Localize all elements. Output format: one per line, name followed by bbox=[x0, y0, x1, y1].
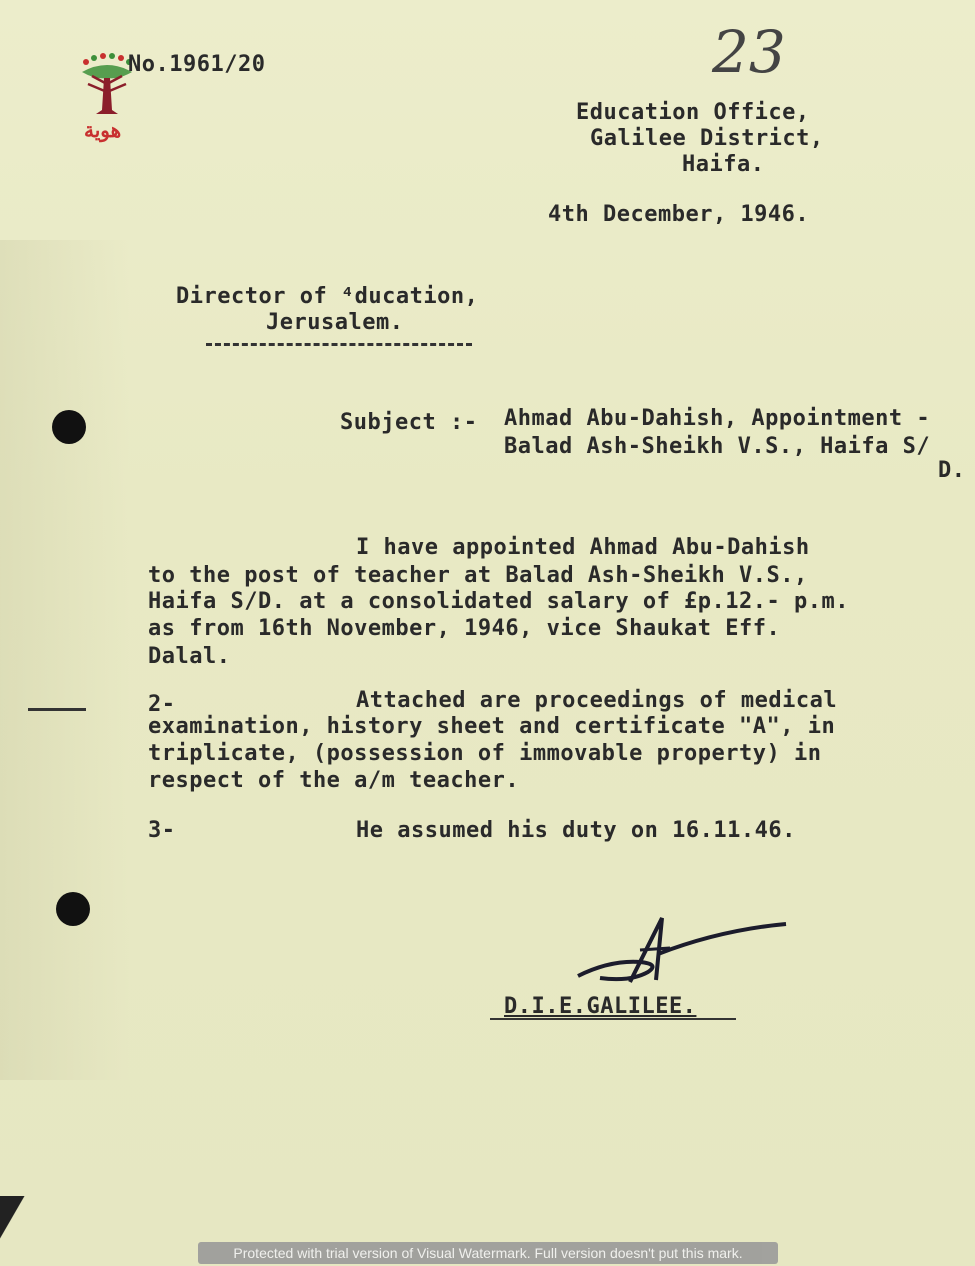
handwritten-page-number: 23 bbox=[712, 18, 786, 86]
punch-hole-bottom bbox=[56, 892, 90, 926]
paragraph-3-number: 3- bbox=[148, 818, 176, 843]
office-line-2: Galilee District, bbox=[590, 126, 824, 151]
handwritten-signature-icon bbox=[570, 910, 800, 990]
signature-title: D.I.E.GALILEE. bbox=[504, 994, 697, 1019]
paragraph-2-line-1: Attached are proceedings of medical bbox=[356, 688, 838, 713]
paragraph-3-line-1: He assumed his duty on 16.11.46. bbox=[356, 818, 796, 843]
scan-shadow bbox=[0, 240, 130, 1080]
office-line-1: Education Office, bbox=[576, 100, 810, 125]
subject-line-2: Balad Ash-Sheikh V.S., Haifa S/ bbox=[504, 434, 931, 459]
addressee-underline bbox=[206, 343, 472, 346]
watermark-banner: Protected with trial version of Visual Watermark. Full version doesn't put this mark. bbox=[198, 1242, 778, 1264]
paragraph-2-line-2: examination, history sheet and certificate "A", in bbox=[148, 714, 836, 739]
paragraph-1-line-3: Haifa S/D. at a consolidated salary of £p.12.- p.m. bbox=[148, 589, 850, 614]
signature-title-underline bbox=[490, 1018, 736, 1020]
scan-corner-edge bbox=[0, 1196, 40, 1266]
office-line-3: Haifa. bbox=[682, 152, 765, 177]
paragraph-1-line-4: as from 16th November, 1946, vice Shaukat Eff. bbox=[148, 616, 781, 641]
addressee-line-2: Jerusalem. bbox=[266, 310, 404, 335]
margin-mark bbox=[28, 708, 86, 711]
paragraph-1-line-5: Dalal. bbox=[148, 644, 231, 669]
reference-number: No.1961/20 bbox=[128, 52, 266, 77]
subject-line-3: D. bbox=[938, 458, 966, 483]
paragraph-2-line-3: triplicate, (possession of immovable property) in bbox=[148, 741, 822, 766]
paragraph-2-line-4: respect of the a/m teacher. bbox=[148, 768, 520, 793]
paragraph-2-number: 2- bbox=[148, 692, 176, 717]
addressee-line-1: Director of ⁴ducation, bbox=[176, 284, 479, 309]
letter-date: 4th December, 1946. bbox=[548, 202, 810, 227]
paragraph-1-line-2: to the post of teacher at Balad Ash-Sheikh V.S., bbox=[148, 563, 808, 588]
subject-line-1: Ahmad Abu-Dahish, Appointment - bbox=[504, 406, 931, 431]
logo-text: هوية bbox=[84, 118, 122, 142]
subject-label: Subject :- bbox=[340, 410, 478, 435]
punch-hole-top bbox=[52, 410, 86, 444]
paragraph-1-line-1: I have appointed Ahmad Abu-Dahish bbox=[356, 535, 810, 560]
